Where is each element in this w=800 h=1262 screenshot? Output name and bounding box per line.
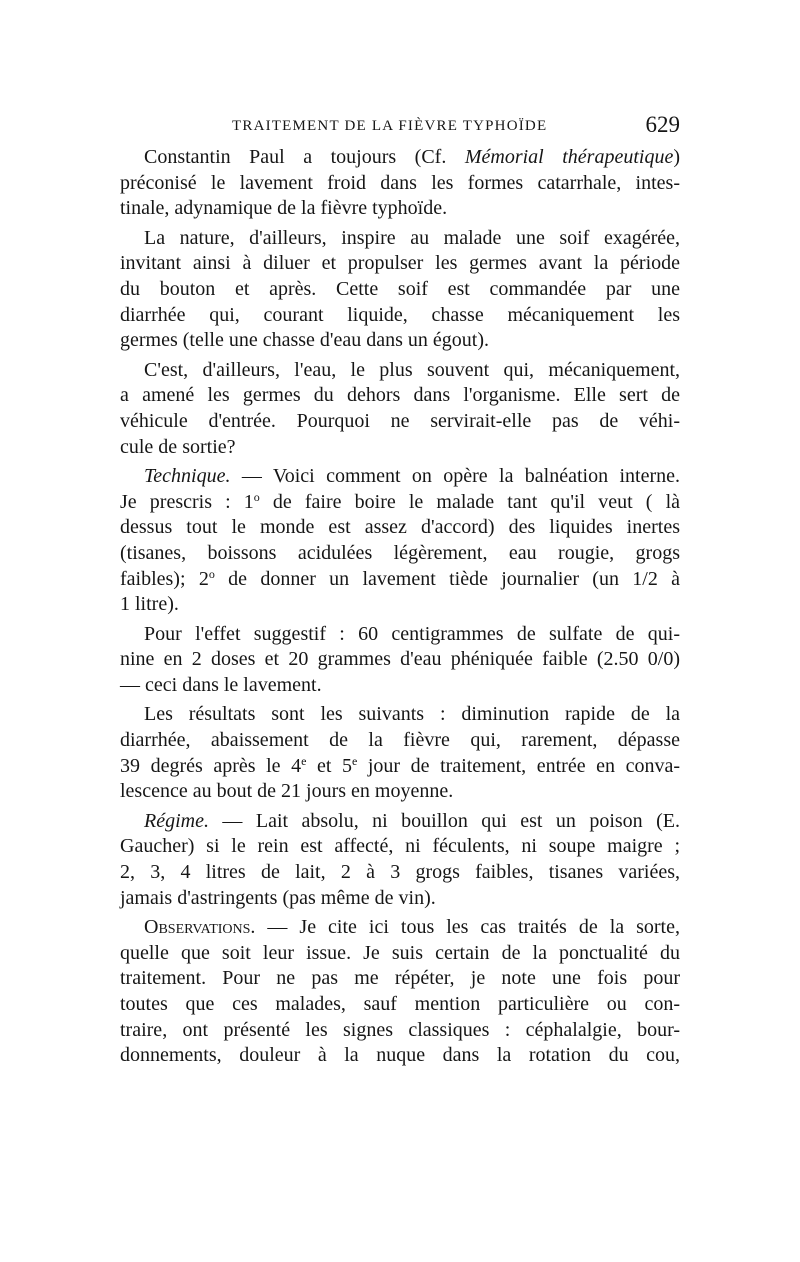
page-number: 629 — [645, 112, 680, 137]
superscript: e — [351, 753, 358, 768]
text-line: traitement. Pour ne pas me répéter, je note une fois pour — [120, 967, 680, 990]
text-line: a amené les germes du dehors dans l'organisme. Elle sert de — [120, 384, 680, 407]
paragraph — [120, 464, 680, 618]
text-line: quelle que soit leur issue. Je suis certain de la ponctualité du — [120, 941, 680, 964]
superscript: o — [253, 489, 260, 504]
text-line: diarrhée qui, courant liquide, chasse mécaniquement les — [120, 303, 680, 326]
text-line: tinale, adynamique de la fièvre typhoïde. — [120, 197, 448, 220]
running-title: TRAITEMENT DE LA FIÈVRE TYPHOÏDE — [232, 118, 548, 134]
paragraph — [120, 702, 680, 804]
paragraph — [120, 809, 680, 911]
text-line: Technique. — Voici comment on opère la balnéation interne. — [144, 465, 680, 488]
text-line: véhicule d'entrée. Pourquoi ne servirait-elle pas de véhi- — [120, 409, 680, 432]
text-line: cule de sortie? — [120, 435, 236, 458]
paragraph — [120, 915, 680, 1069]
text-line: Régime. — Lait absolu, ni bouillon qui est un poison (E. — [144, 809, 680, 832]
text-line: Gaucher) si le rein est affecté, ni féculents, ni soupe maigre ; — [120, 835, 680, 858]
text-line: nine en 2 doses et 20 grammes d'eau phéniquée faible (2.50 0/0) — [120, 648, 680, 671]
text-line: (tisanes, boissons acidulées légèrement, eau rougie, grogs — [120, 541, 680, 564]
text-line: Observations. — Je cite ici tous les cas traités de la sorte, — [144, 916, 680, 939]
text-line: invitant ainsi à diluer et propulser les germes avant la période — [120, 252, 680, 275]
text-line: Les résultats sont les suivants : diminution rapide de la — [144, 703, 680, 726]
italic-text: Régime. — [144, 809, 209, 832]
paragraph — [120, 145, 680, 222]
text-line: C'est, d'ailleurs, l'eau, le plus souvent qui, mécaniquement, — [144, 358, 680, 381]
text-line: du bouton et après. Cette soif est commandée par une — [120, 277, 680, 300]
text-line: Pour l'effet suggestif : 60 centigrammes de sulfate de qui- — [144, 622, 680, 645]
text-line: jamais d'astringents (pas même de vin). — [120, 886, 436, 909]
paragraph — [120, 358, 680, 460]
paragraph — [120, 226, 680, 354]
text-line: dessus tout le monde est assez d'accord) des liquides inertes — [120, 516, 680, 539]
text-line: faibles); 2$^o$ de donner un lavement tiède journalier (un 1/2 à — [120, 566, 681, 590]
text-line: préconisé le lavement froid dans les formes catarrhale, intes- — [120, 171, 680, 194]
italic-text: Technique. — [144, 465, 231, 488]
text-line: — ceci dans le lavement. — [120, 673, 322, 696]
text-line: 1 litre). — [120, 593, 179, 616]
body-text — [120, 145, 680, 1073]
italic-text: Mémorial thérapeutique — [464, 146, 674, 168]
text-line: toutes que ces malades, sauf mention particulière ou con- — [120, 993, 680, 1015]
text-line: lescence au bout de 21 jours en moyenne. — [120, 780, 454, 803]
text-line: 39 degrés après le 4e et 5e jour de traitement, entrée en conva- — [120, 753, 681, 777]
text-line: La nature, d'ailleurs, inspire au malade une soif exagérée, — [144, 226, 680, 249]
text-line: germes (telle une chasse d'eau dans un égout). — [120, 329, 490, 352]
superscript: o — [208, 566, 215, 581]
superscript: e — [301, 753, 307, 768]
text-line: traire, ont présenté les signes classiques : céphalalgie, bour- — [120, 1018, 680, 1041]
running-header — [120, 112, 680, 142]
text-line: diarrhée, abaissement de la fièvre qui, rarement, dépasse — [120, 729, 680, 752]
text-line: donnements, douleur à la nuque dans la rotation du cou, — [120, 1044, 680, 1067]
small-caps-text: Observations. — [144, 916, 256, 939]
text-line: 2, 3, 4 litres de lait, 2 à 3 grogs faibles, tisanes variées, — [120, 861, 680, 884]
text-line: Constantin Paul a toujours (Cf. Mémorial thérapeutique) — [144, 146, 680, 168]
text-line: Je prescris : 1$^o$ de faire boire le malade tant qu'il veut ( là — [120, 489, 680, 513]
paragraph — [120, 622, 680, 699]
